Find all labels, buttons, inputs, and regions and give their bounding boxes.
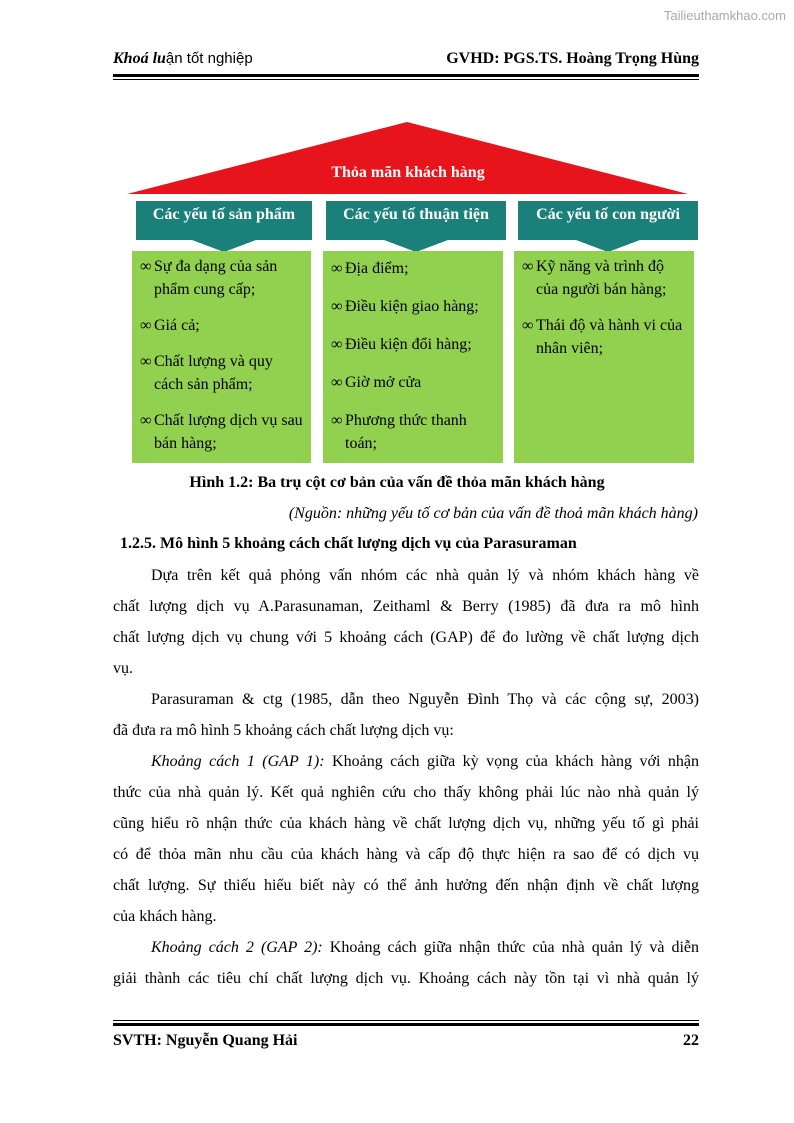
roof-title: Thỏa mãn khách hàng xyxy=(331,164,485,181)
arrow-pillar-2 xyxy=(326,230,506,252)
figure-caption: Hình 1.2: Ba trụ cột cơ bản của vấn đề thỏa mãn khách hàng xyxy=(189,474,605,491)
footer-rule-thin xyxy=(113,1020,699,1021)
bullet-icon: ∞ xyxy=(522,317,534,334)
list-item: ∞ Sự đa dạng của sản phẩm cung cấp; xyxy=(140,255,305,301)
paragraph-3-line-5: chất lượng. Sự thiếu hiểu biết này có thể ảnh hưởng đến nhận định về chất lượng xyxy=(113,877,699,894)
bullet-icon: ∞ xyxy=(331,336,343,353)
list-item: ∞ Địa điểm; xyxy=(331,257,497,280)
list-item: ∞ Điều kiện giao hàng; xyxy=(331,295,497,318)
footer-author: SVTH: Nguyễn Quang Hải xyxy=(113,1032,298,1049)
bullet-icon: ∞ xyxy=(522,258,534,275)
paragraph-2-line-1: Parasuraman & ctg (1985, dẫn theo Nguyễn Đình Thọ và các cộng sự, 2003) xyxy=(151,691,699,708)
paragraph-3-line-6: của khách hàng. xyxy=(113,908,217,925)
list-item: ∞ Kỹ năng và trình độ của người bán hàng; xyxy=(522,255,688,301)
list-item: ∞ Giá cả; xyxy=(140,314,305,337)
page-number: 22 xyxy=(683,1032,699,1049)
header-left-bold: Khoá lu xyxy=(113,50,166,67)
paragraph-1-line-3: chất lượng dịch vụ chung với 5 khoảng cách (GAP) để đo lường về chất lượng dịch xyxy=(113,629,699,646)
list-item: ∞ Giờ mở cửa xyxy=(331,371,497,394)
pillar-heading-convenience: Các yếu tố thuận tiện xyxy=(326,201,506,230)
bullet-icon: ∞ xyxy=(331,412,343,429)
paragraph-1-line-4: vụ. xyxy=(113,660,133,677)
header-left-rest: ận tốt nghiệp xyxy=(165,50,253,67)
list-item: ∞ Chất lượng dịch vụ sau bán hàng; xyxy=(140,409,305,455)
paragraph-4-line-2: giải thành các tiêu chí chất lượng dịch vụ. Khoảng cách này tồn tại vì nhà quản lý xyxy=(113,970,699,987)
bullet-icon: ∞ xyxy=(331,374,343,391)
pillar-box-people xyxy=(514,251,694,463)
header-right: GVHD: PGS.TS. Hoàng Trọng Hùng xyxy=(446,50,699,67)
three-pillars-diagram xyxy=(0,0,794,470)
pillar-heading-people: Các yếu tố con người xyxy=(518,201,698,230)
gap2-label: Khoảng cách 2 (GAP 2): xyxy=(151,939,323,956)
arrow-pillar-1 xyxy=(136,230,312,252)
section-title: 1.2.5. Mô hình 5 khoảng cách chất lượng dịch vụ của Parasuraman xyxy=(120,535,577,552)
arrow-pillar-3 xyxy=(518,230,698,252)
paragraph-3-line-3: cũng hiểu rõ nhận thức của khách hàng về chất lượng dịch vụ, những yếu tố gì phải xyxy=(113,815,699,832)
roof-triangle xyxy=(127,122,688,194)
bullet-icon: ∞ xyxy=(140,353,152,370)
list-item: ∞ Điều kiện đổi hàng; xyxy=(331,333,497,356)
paragraph-3-line-2: thức của nhà quản lý. Kết quả nghiên cứu cho thấy không phải lúc nào nhà quản lý xyxy=(113,784,699,801)
paragraph-4-line-1: Khoảng cách 2 (GAP 2): Khoảng cách giữa nhận thức của nhà quản lý và diễn xyxy=(151,939,700,956)
list-item: ∞ Thái độ và hành vi của nhân viên; xyxy=(522,314,688,360)
list-item: ∞ Chất lượng và quy cách sản phẩm; xyxy=(140,350,305,396)
bullet-icon: ∞ xyxy=(140,317,152,334)
pillar-heading-product: Các yếu tố sản phẩm xyxy=(136,201,312,230)
bullet-icon: ∞ xyxy=(140,412,152,429)
pillar-box-product xyxy=(132,251,311,463)
watermark: Tailieuthamkhao.com xyxy=(663,8,786,23)
bullet-icon: ∞ xyxy=(331,260,343,277)
paragraph-1-line-2: chất lượng dịch vụ A.Parasunaman, Zeithaml & Berry (1985) đã đưa ra mô hình xyxy=(113,598,699,615)
paragraph-2-line-2: đã đưa ra mô hình 5 khoảng cách chất lượng dịch vụ: xyxy=(113,722,454,739)
bullet-icon: ∞ xyxy=(331,298,343,315)
footer-rule xyxy=(113,1023,699,1026)
gap1-label: Khoảng cách 1 (GAP 1): xyxy=(151,753,325,770)
list-item: ∞ Phương thức thanh toán; xyxy=(331,409,497,455)
paragraph-3-line-1: Khoảng cách 1 (GAP 1): Khoảng cách giữa kỳ vọng của khách hàng với nhận xyxy=(151,753,700,770)
bullet-icon: ∞ xyxy=(140,258,152,275)
paragraph-3-line-4: có để thỏa mãn nhu cầu của khách hàng và cấp độ thực hiện ra sao để có dịch vụ xyxy=(113,846,699,863)
figure-source: (Nguồn: những yếu tố cơ bản của vấn đề thoả mãn khách hàng) xyxy=(288,505,698,522)
pillar-box-convenience xyxy=(323,251,503,463)
paragraph-1-line-1: Dựa trên kết quả phỏng vấn nhóm các nhà quản lý và nhóm khách hàng về xyxy=(151,567,699,584)
